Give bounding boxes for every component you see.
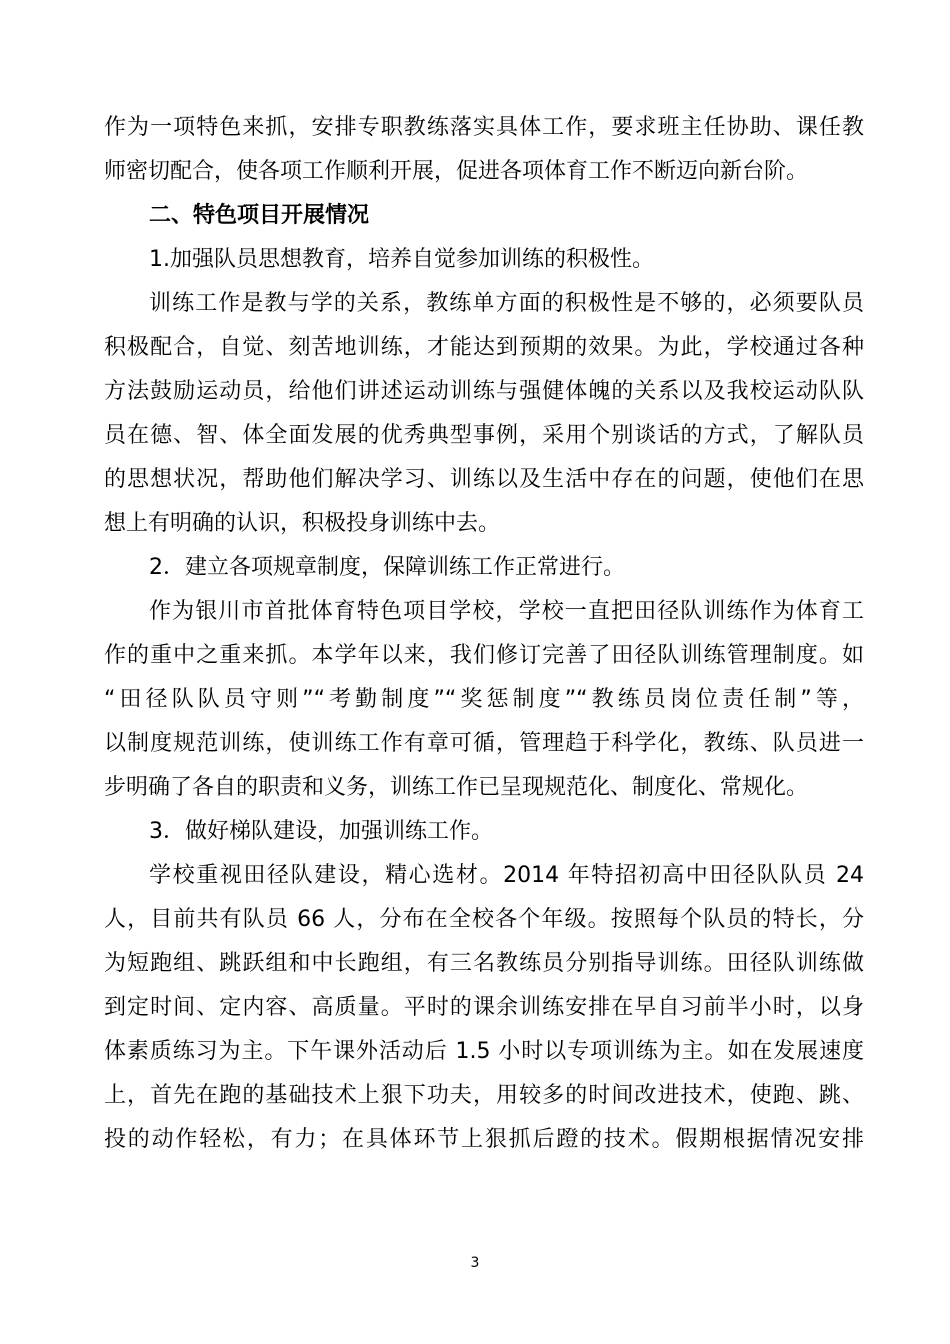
- subsection-heading: 2．建立各项规章制度，保障训练工作正常进行。: [149, 555, 625, 580]
- body-text-line: 步明确了各自的职责和义务，训练工作已呈现规范化、制度化、常规化。: [104, 775, 809, 800]
- body-text-line: 员在德、智、体全面发展的优秀典型事例，采用个别谈话的方式，了解队员: [104, 423, 864, 448]
- body-text-line: 方法鼓励运动员，给他们讲述运动训练与强健体魄的关系以及我校运动队队: [104, 379, 864, 404]
- body-text-line: 作为银川市首批体育特色项目学校，学校一直把田径队训练作为体育工: [149, 599, 864, 624]
- subsection-heading: 3．做好梯队建设，加强训练工作。: [149, 819, 493, 844]
- body-text-line: 作的重中之重来抓。本学年以来，我们修订完善了田径队训练管理制度。如: [104, 643, 864, 668]
- page-number: 3: [470, 1255, 480, 1271]
- body-text-line: 以制度规范训练，使训练工作有章可循，管理趋于科学化，教练、队员进一: [104, 731, 864, 756]
- body-text-line: 训练工作是教与学的关系，教练单方面的积极性是不够的，必须要队员: [149, 291, 864, 316]
- body-text-line: 作为一项特色来抓，安排专职教练落实具体工作，要求班主任协助、课任教: [104, 115, 864, 140]
- body-text-line: 学校重视田径队建设，精心选材。2014 年特招初高中田径队队员 24: [149, 863, 864, 888]
- body-text-line: 的思想状况，帮助他们解决学习、训练以及生活中存在的问题，使他们在思: [104, 467, 864, 492]
- body-text-line: 人，目前共有队员 66 人，分布在全校各个年级。按照每个队员的特长，分: [104, 907, 864, 932]
- body-text-line: 投的动作轻松，有力；在具体环节上狠抓后蹬的技术。假期根据情况安排: [104, 1127, 864, 1152]
- subsection-heading: 1.加强队员思想教育，培养自觉参加训练的积极性。: [149, 247, 654, 272]
- body-text-line: “田径队队员守则”“考勤制度”“奖惩制度”“教练员岗位责任制”等，: [104, 687, 864, 712]
- body-text-line: 为短跑组、跳跃组和中长跑组，有三名教练员分别指导训练。田径队训练做: [104, 951, 864, 976]
- body-text-line: 师密切配合，使各项工作顺利开展，促进各项体育工作不断迈向新台阶。: [104, 159, 809, 184]
- body-text-line: 到定时间、定内容、高质量。平时的课余训练安排在早自习前半小时，以身: [104, 995, 864, 1020]
- body-text-line: 体素质练习为主。下午课外活动后 1.5 小时以专项训练为主。如在发展速度: [104, 1039, 864, 1064]
- body-text-line: 上，首先在跑的基础技术上狠下功夫，用较多的时间改进技术，使跑、跳、: [104, 1083, 864, 1108]
- body-text-line: 积极配合，自觉、刻苦地训练，才能达到预期的效果。为此，学校通过各种: [104, 335, 864, 360]
- body-text-line: 想上有明确的认识，积极投身训练中去。: [104, 511, 501, 536]
- section-heading: 二、特色项目开展情况: [149, 203, 370, 228]
